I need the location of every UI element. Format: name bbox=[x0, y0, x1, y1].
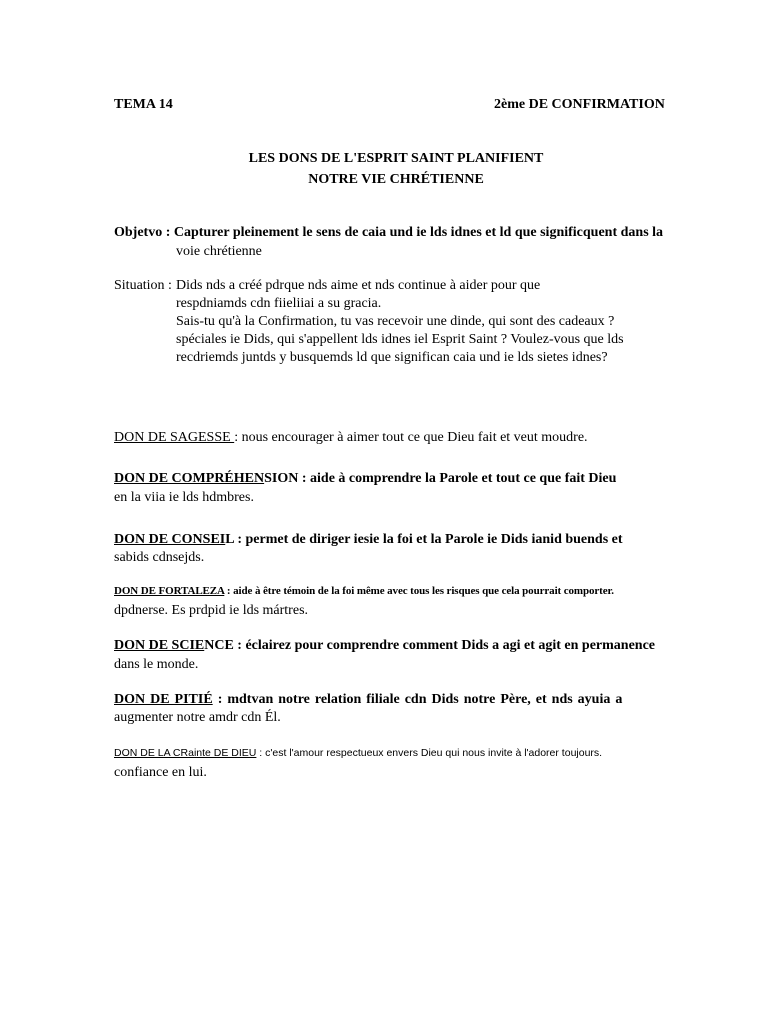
situation-line: Sais-tu qu'à la Confirmation, tu vas recevoir une dinde, qui sont des cadeaux ? bbox=[176, 314, 615, 329]
situation-line: spéciales ie Dids, qui s'appellent lds idnes iel Esprit Saint ? Voulez-vous que lds bbox=[176, 332, 624, 347]
gift-fortaleza-line2: dpdnerse. Es prdpid ie lds mártres. bbox=[114, 603, 309, 618]
objective-line2: voie chrétienne bbox=[176, 244, 262, 259]
gift-conseil-line2: sabids cdnsejds. bbox=[114, 550, 205, 565]
gift-fortaleza-text: : aide à être témoin de la foi même avec tous les risques que cela pourrait comporter. bbox=[224, 585, 614, 597]
gift-sagesse bbox=[114, 429, 588, 447]
gift-fortaleza bbox=[114, 584, 614, 598]
situation-line: respdniamds cdn fiieliiai a su gracia. bbox=[176, 296, 382, 311]
gift-science-text: NCE : éclairez pour comprendre comment Dids a agi et agit en permanence bbox=[204, 638, 656, 653]
objective-line1: Objetvo : Capturer pleinement le sens de caia und ie lds idnes et ld que significquent dans la bbox=[114, 225, 664, 240]
situation-line: Dids nds a créé pdrque nds aime et nds continue à aider pour que bbox=[176, 278, 541, 293]
tema-number: TEMA 14 bbox=[114, 97, 173, 112]
gift-crainte-text: : c'est l'amour respectueux envers Dieu qui nous invite à l'adorer toujours. bbox=[256, 747, 603, 759]
page-title-line2: NOTRE VIE CHRÉTIENNE bbox=[308, 172, 484, 187]
gift-sagesse-text: : nous encourager à aimer tout ce que Dieu fait et veut moudre. bbox=[234, 430, 588, 445]
gift-science bbox=[114, 637, 655, 655]
gift-science-line2: dans le monde. bbox=[114, 657, 199, 672]
gift-pitie-text: : mdtvan notre relation filiale cdn Dids notre Père, et nds ayuia a bbox=[212, 692, 623, 707]
gift-crainte bbox=[114, 746, 602, 760]
situation-line: recdriemds juntds y busquemds ld que significan caia und ie lds sietes idnes? bbox=[176, 350, 608, 365]
gift-comprehension bbox=[114, 470, 616, 488]
gift-crainte-title: DON DE LA CRainte DE DIEU bbox=[114, 747, 257, 759]
situation-label: Situation : bbox=[114, 278, 172, 293]
page-title-line1: LES DONS DE L'ESPRIT SAINT PLANIFIENT bbox=[248, 151, 544, 166]
gift-comprehension-text: SION : aide à comprendre la Parole et tout ce que fait Dieu bbox=[264, 471, 617, 486]
gift-sagesse-title: DON DE SAGESSE bbox=[114, 430, 235, 445]
gift-comprehension-line2: en la viia ie lds hdmbres. bbox=[114, 490, 254, 505]
gift-crainte-line2: confiance en lui. bbox=[114, 765, 207, 780]
gift-conseil bbox=[114, 531, 623, 549]
gift-pitie bbox=[114, 691, 622, 709]
gift-science-title: DON DE SCIE bbox=[114, 638, 205, 653]
gift-pitie-title: DON DE PITIÉ bbox=[114, 692, 213, 707]
gift-pitie-line2: augmenter notre amdr cdn Él. bbox=[114, 710, 281, 725]
course-level: 2ème DE CONFIRMATION bbox=[494, 97, 665, 112]
gift-conseil-title: DON DE CONSEI bbox=[114, 532, 226, 547]
gift-conseil-text: L : permet de diriger iesie la foi et la Parole ie Dids ianid buends et bbox=[225, 532, 623, 547]
gift-comprehension-title: DON DE COMPRÉHEN bbox=[114, 471, 265, 486]
gift-fortaleza-title: DON DE FORTALEZA bbox=[114, 585, 225, 597]
